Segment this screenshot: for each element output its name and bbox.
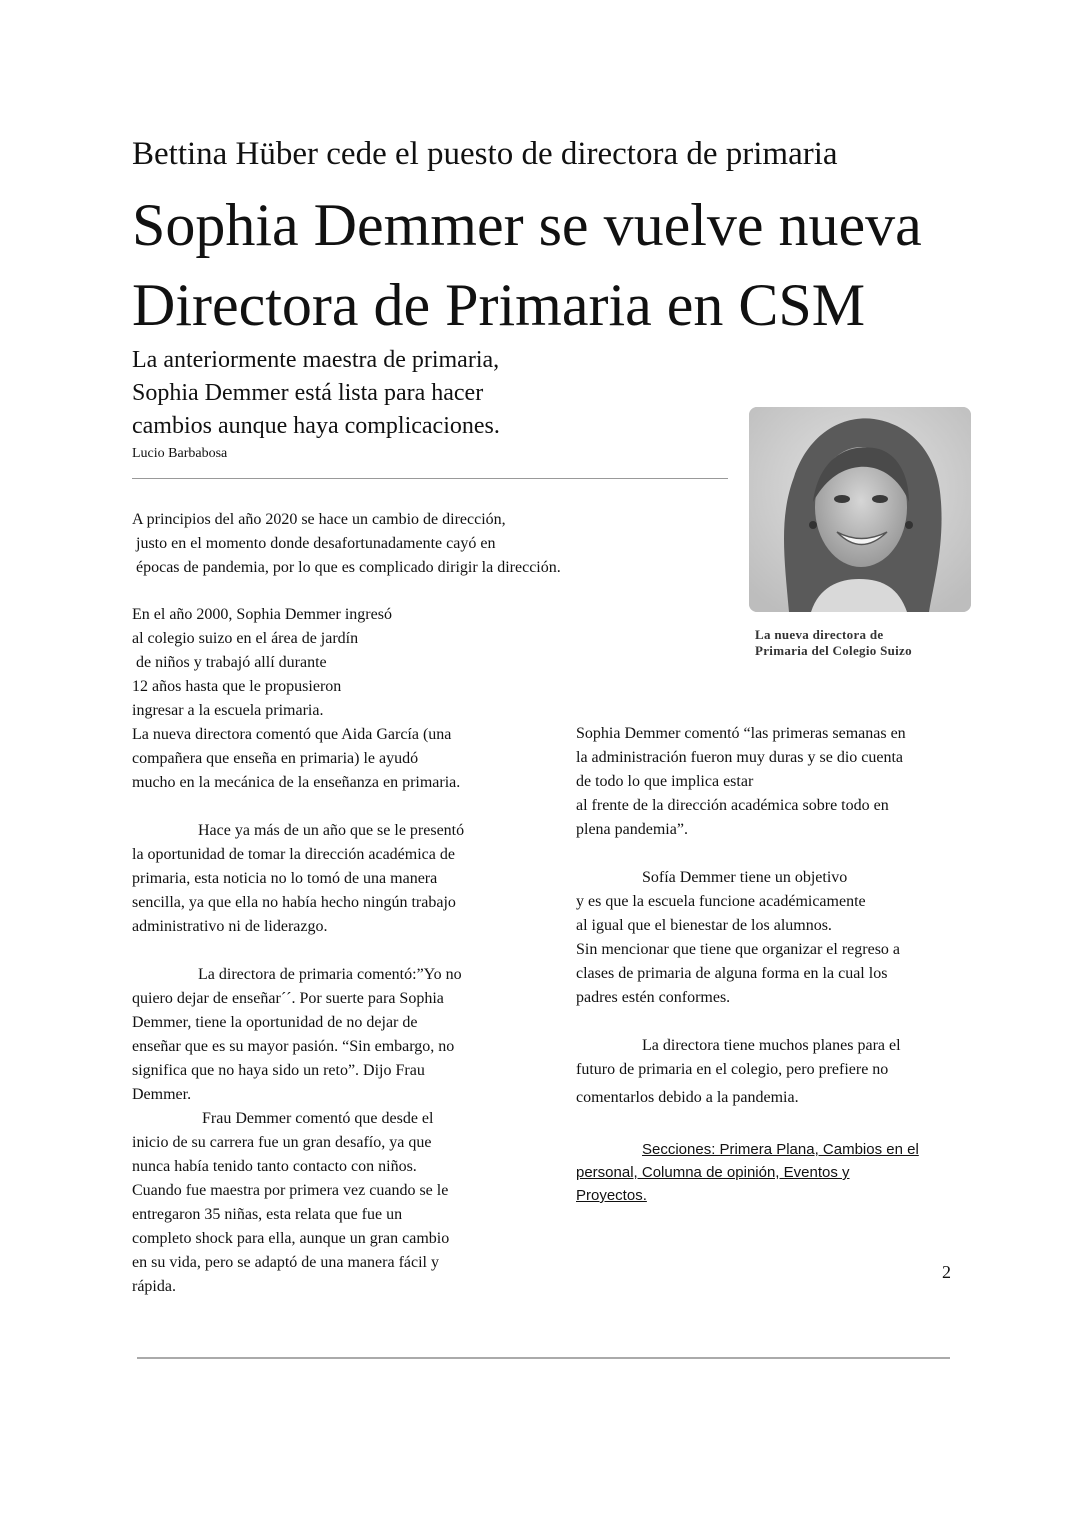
photo-caption: [755, 627, 912, 659]
text-line: mucho en la mecánica de la enseñanza en primaria.: [132, 774, 461, 791]
text-line: de niños y trabajó allí durante: [136, 654, 327, 671]
page-number: 2: [942, 1262, 951, 1282]
text-line: Demmer, tiene la oportunidad de no dejar de: [132, 1014, 418, 1031]
text-line: de todo lo que implica estar: [576, 773, 754, 790]
paragraph-gap: [576, 1010, 906, 1034]
text-line: La nueva directora comentó que Aida García (una: [132, 726, 452, 743]
text-line: y es que la escuela funcione académicamente: [576, 893, 866, 910]
text-line: épocas de pandemia, por lo que es complicado dirigir la dirección.: [136, 559, 561, 576]
kicker-headline: Bettina Hüber cede el puesto de directora de primaria: [132, 136, 838, 172]
paragraph-gap: [132, 795, 464, 819]
text-line: quiero dejar de enseñar´´. Por suerte para Sophia: [132, 990, 444, 1007]
text-line: La directora tiene muchos planes para el: [642, 1037, 901, 1054]
sections-line: personal, Columna de opinión, Eventos y: [576, 1164, 850, 1181]
main-headline: [132, 185, 1032, 345]
text-line: clases de primaria de alguna forma en la cual los: [576, 965, 888, 982]
text-line: Sin mencionar que tiene que organizar el regreso a: [576, 941, 901, 958]
text-line: al igual que el bienestar de los alumnos.: [576, 917, 832, 934]
text-line: Hace ya más de un año que se le presentó: [198, 822, 465, 839]
text-line: la administración fueron muy duras y se dio cuenta: [576, 749, 904, 766]
sections-line: Secciones: Primera Plana, Cambios en el: [642, 1141, 919, 1158]
text-line: Sofía Demmer tiene un objetivo: [642, 869, 848, 886]
deck-subtitle: [132, 344, 500, 443]
text-line: primaria, esta noticia no lo tomó de una manera: [132, 870, 438, 887]
text-line: A principios del año 2020 se hace un cambio de dirección,: [132, 511, 506, 528]
left-column: [132, 603, 464, 1299]
caption-line: La nueva directora de: [755, 627, 884, 642]
author-byline: Lucio Barbabosa: [132, 446, 228, 461]
text-line: Frau Demmer comentó que desde el: [202, 1110, 434, 1127]
text-line: la oportunidad de tomar la dirección académica de: [132, 846, 455, 863]
sections-line: Proyectos.: [576, 1187, 647, 1204]
deck-line: Sophia Demmer está lista para hacer: [132, 380, 484, 406]
sections-list: [576, 1138, 956, 1207]
headline-line: Sophia Demmer se vuelve nueva: [132, 192, 922, 258]
text-line: Cuando fue maestra por primera vez cuando se le: [132, 1182, 449, 1199]
intro-paragraph: [132, 508, 561, 580]
text-line: padres estén conformes.: [576, 989, 731, 1006]
text-line: administrativo ni de liderazgo.: [132, 918, 328, 935]
text-line: nunca había tenido tanto contacto con niños.: [132, 1158, 417, 1175]
text-line: futuro de primaria en el colegio, pero prefiere no: [576, 1061, 889, 1078]
text-line: En el año 2000, Sophia Demmer ingresó: [132, 606, 392, 623]
text-line: comentarlos debido a la pandemia.: [576, 1089, 799, 1106]
director-photo: [749, 407, 971, 612]
deck-line: cambios aunque haya complicaciones.: [132, 413, 500, 439]
text-line: plena pandemia”.: [576, 821, 688, 838]
header-divider: [132, 478, 728, 479]
deck-line: La anteriormente maestra de primaria,: [132, 347, 500, 373]
text-line: justo en el momento donde desafortunadamente cayó en: [136, 535, 496, 552]
text-line: significa que no haya sido un reto”. Dijo Frau: [132, 1062, 425, 1079]
text-line: entregaron 35 niñas, esta relata que fue un: [132, 1206, 403, 1223]
footer-divider: [137, 1357, 950, 1359]
text-line: rápida.: [132, 1278, 176, 1295]
text-line: enseñar que es su mayor pasión. “Sin embargo, no: [132, 1038, 455, 1055]
text-line: completo shock para ella, aunque un gran cambio: [132, 1230, 450, 1247]
text-line: Demmer.: [132, 1086, 192, 1103]
caption-line: Primaria del Colegio Suizo: [755, 643, 912, 658]
text-line: inicio de su carrera fue un gran desafío, ya que: [132, 1134, 432, 1151]
text-line: al colegio suizo en el área de jardín: [132, 630, 359, 647]
text-line: compañera que enseña en primaria) le ayudó: [132, 750, 419, 767]
text-line: en su vida, pero se adaptó de una manera fácil y: [132, 1254, 439, 1271]
text-line: 12 años hasta que le propusieron: [132, 678, 342, 695]
headline-line: Directora de Primaria en CSM: [132, 272, 866, 338]
text-line: sencilla, ya que ella no había hecho ningún trabajo: [132, 894, 456, 911]
paragraph-gap: [132, 939, 464, 963]
text-line: al frente de la dirección académica sobre todo en: [576, 797, 889, 814]
right-column: [576, 722, 906, 1110]
text-line: ingresar a la escuela primaria.: [132, 702, 324, 719]
text-line: La directora de primaria comentó:”Yo no: [198, 966, 462, 983]
text-line: Sophia Demmer comentó “las primeras semanas en: [576, 725, 906, 742]
paragraph-gap: [576, 842, 906, 866]
